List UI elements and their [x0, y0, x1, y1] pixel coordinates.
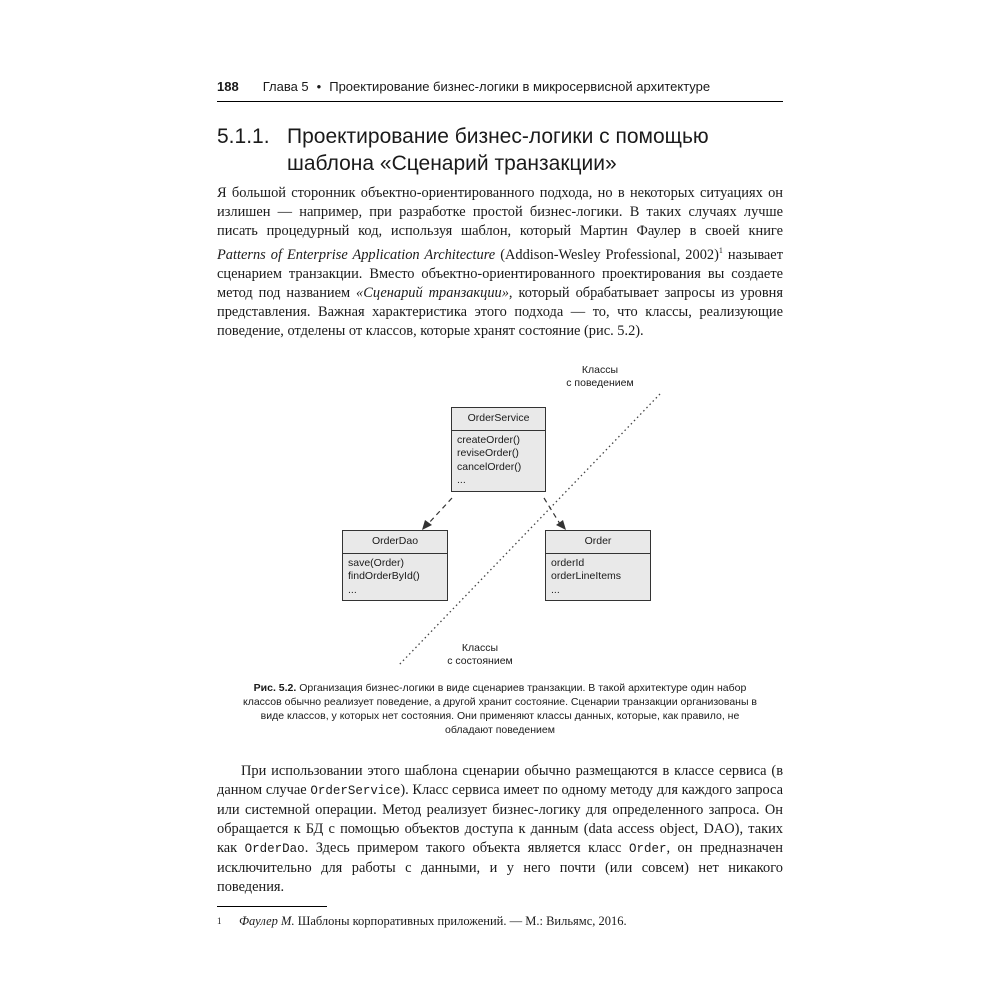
section-number: 5.1.1. — [217, 125, 270, 148]
uml-members — [452, 431, 545, 491]
figure-5-2-diagram — [330, 360, 680, 670]
uml-class-name: OrderDao — [343, 531, 447, 554]
code-orderservice: OrderService — [310, 784, 401, 798]
uml-members — [343, 554, 447, 601]
uml-member: ... — [348, 583, 357, 596]
dependency-arrow-dao — [428, 498, 452, 524]
footnote — [217, 913, 783, 929]
figure-caption — [240, 681, 760, 737]
state-classes-label — [410, 642, 550, 668]
paragraph-usage — [217, 762, 783, 897]
behavior-label-line2: с поведением — [566, 377, 634, 389]
chapter-title: Проектирование бизнес-логики в микросервисной архитектуре — [329, 79, 711, 94]
state-label-line2: с состоянием — [447, 655, 513, 667]
uml-member: createOrder() — [457, 433, 521, 446]
paragraph-intro — [217, 184, 783, 341]
uml-class-name: Order — [546, 531, 650, 554]
book-title: Patterns of Enterprise Application Architecture — [217, 246, 496, 263]
header-bullet: • — [316, 79, 322, 94]
p2-text-2: ). Класс сервиса имеет по одному методу для каждого запроса или системной операции. Метод реализует бизнес-логику для определенного запроса. Он обращается к БД с помощью объектов доступа к данным (data access object, DAO), таких как — [217, 782, 783, 856]
p1-text-2: (Addison-Wesley Professional, 2002) — [495, 246, 719, 263]
page-number: 188 — [217, 79, 239, 94]
uml-member: cancelOrder() — [457, 460, 522, 473]
uml-member: reviseOrder() — [457, 447, 519, 459]
section-title: Проектирование бизнес-логики с помощью шаблона «Сценарий транзакции» — [287, 125, 709, 175]
uml-member: orderId — [551, 556, 585, 569]
chapter-label: Глава 5 — [262, 79, 309, 94]
uml-class-orderdao — [342, 530, 448, 601]
running-head — [217, 79, 783, 101]
header-rule — [217, 101, 783, 102]
footnote-rule — [217, 906, 327, 907]
p2-text-3: . Здесь примером такого объекта является класс — [304, 840, 629, 856]
behavior-label-line1: Классы — [581, 364, 619, 376]
pattern-name: «Сценарий транзакции» — [356, 284, 509, 301]
uml-class-name: OrderService — [452, 408, 545, 431]
footnote-ref: 1 — [718, 246, 723, 255]
uml-member: save(Order) — [348, 556, 405, 569]
uml-member: orderLineItems — [551, 570, 622, 582]
state-label-line1: Классы — [461, 642, 499, 654]
p2-text-4: , он предназначен исключительно для работы с данными, и у него почти (или совсем) нет никакого поведения. — [217, 840, 783, 895]
uml-members — [546, 554, 650, 601]
code-orderdao: OrderDao — [244, 842, 305, 856]
p1-text-1: Я большой сторонник объектно-ориентированного подхода, но в некоторых ситуациях он излишен — например, при разработке простой бизнес-логики. В таких случаях лучше писать процедурный код, используя шаблон, который Мартин Фаулер в своей книге — [217, 185, 783, 239]
p1-text-3: называет сценарием транзакции. Вместо объектно-ориентированного проектирования вы создаете метод под названием — [217, 246, 783, 301]
p2-text-1: При использовании этого шаблона сценарии обычно размещаются в классе сервиса (в данном случае — [217, 763, 783, 798]
behavior-classes-label — [530, 364, 670, 390]
footnote-author: Фаулер М. — [239, 914, 295, 928]
uml-class-orderservice — [451, 407, 546, 492]
uml-member: findOrderById() — [348, 570, 420, 582]
caption-label: Рис. 5.2. — [253, 682, 297, 694]
uml-member: ... — [551, 583, 560, 596]
dependency-arrowhead-order — [556, 520, 566, 530]
uml-member: ... — [457, 474, 466, 486]
code-order: Order — [628, 842, 667, 856]
caption-text: Организация бизнес-логики в виде сценариев транзакции. В такой архитектуре один набор классов обычно реализует поведение, а другой хранит состояние. Сценарии транзакции организованы в виде классов, у которых нет состояния. Они применяют классы данных, которые, как правило, не обладают поведением — [242, 682, 758, 736]
p1-text-4: , который обрабатывает запросы из уровня представления. Важная характеристика этого подхода — то, что классы, реализующие поведение, отделены от классов, которые хранят состояние (рис. 5.2). — [217, 284, 783, 339]
uml-class-order — [545, 530, 651, 601]
footnote-mark: 1 — [217, 916, 222, 926]
footnote-text: Шаблоны корпоративных приложений. — М.: Вильямс, 2016. — [294, 914, 627, 928]
